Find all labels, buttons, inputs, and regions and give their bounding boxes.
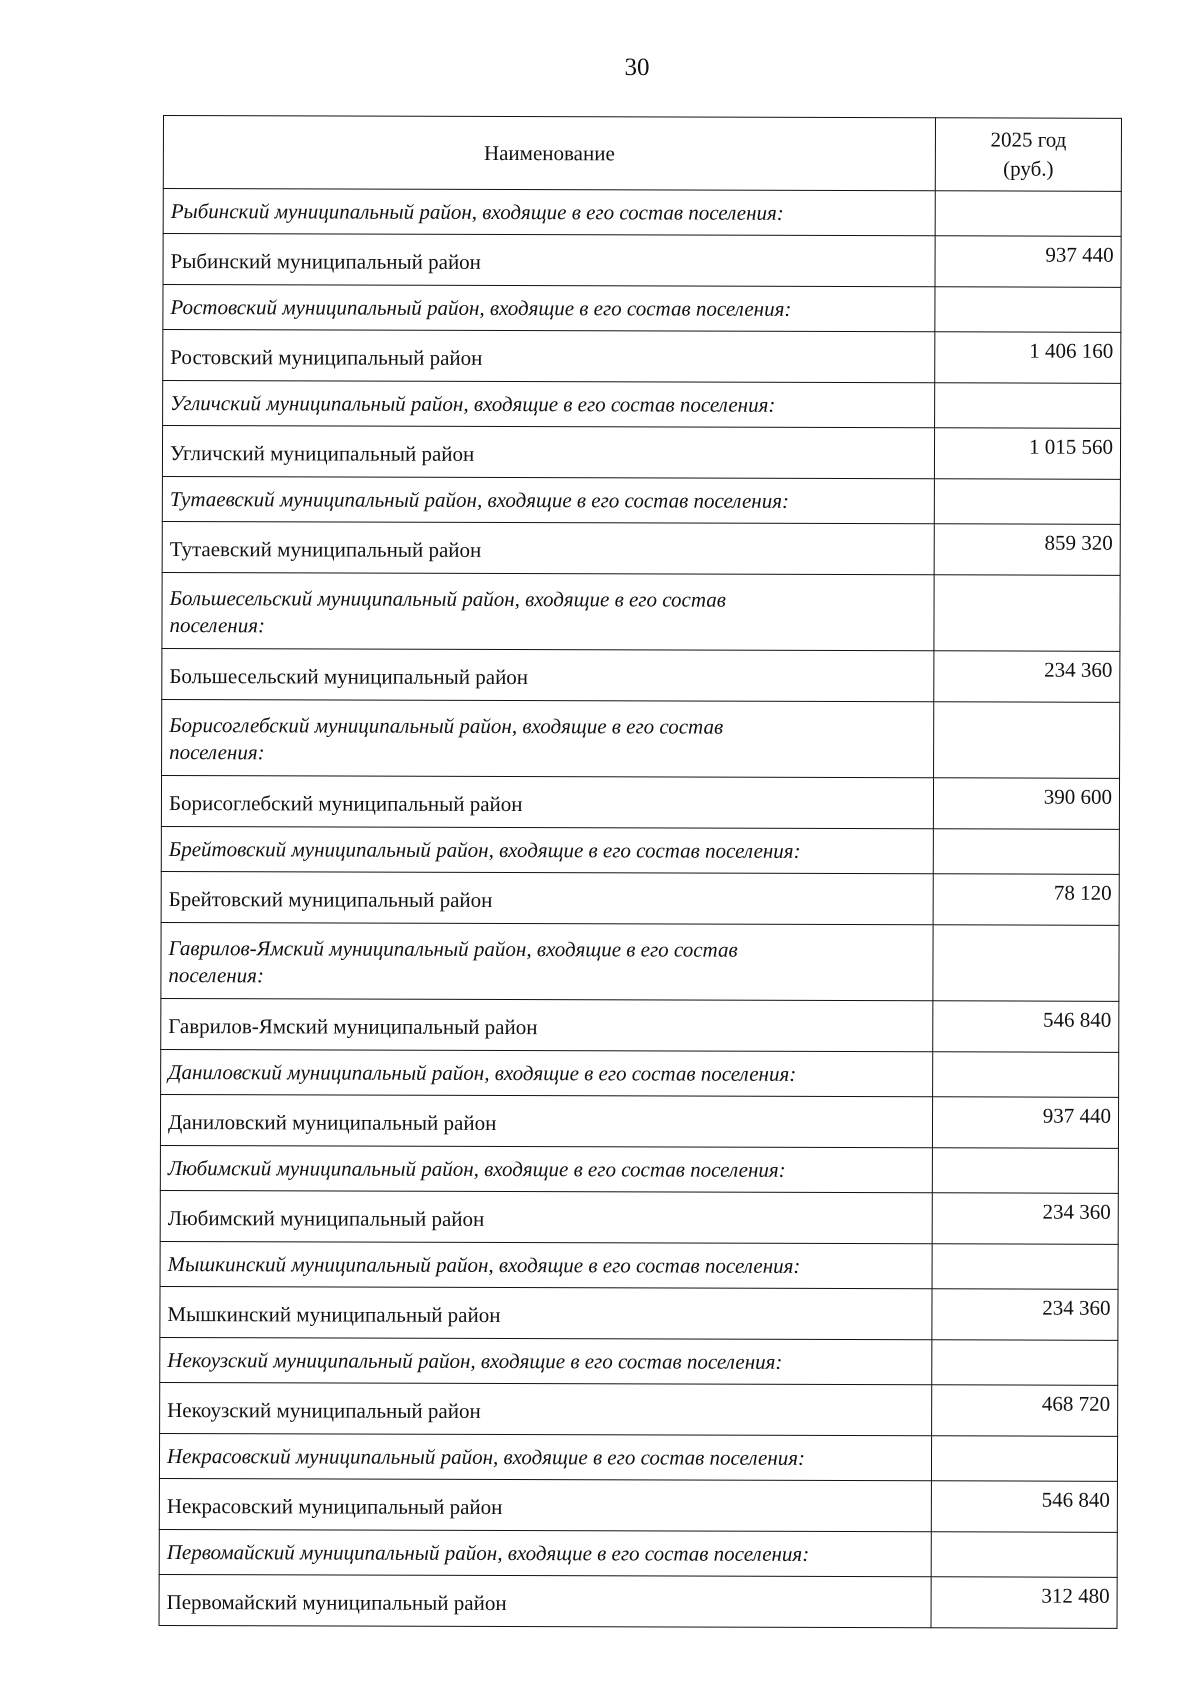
group-label-text: Даниловский муниципальный район, входящие в его состав поселения: [168, 1060, 797, 1086]
group-row [163, 285, 1121, 333]
unit-label: (руб.) [1003, 156, 1054, 181]
group-value-empty [932, 1340, 1118, 1386]
group-label-text-cont: поселения: [169, 612, 266, 637]
group-label [163, 189, 935, 236]
group-label [162, 476, 934, 523]
group-value-empty [935, 383, 1121, 429]
group-label [160, 1241, 932, 1288]
group-value-empty [935, 191, 1121, 237]
group-label-text: Угличский муниципальный район, входящие в его состав поселения: [170, 391, 776, 417]
district-amount: 546 840 [933, 1001, 1119, 1053]
table-row [161, 871, 1119, 925]
group-row [162, 572, 1120, 651]
table-header [163, 116, 1121, 192]
group-label-text: Любимский муниципальный район, входящие в его состав поселения: [167, 1156, 786, 1182]
district-name: Угличский муниципальный район [162, 426, 934, 479]
group-row [161, 826, 1119, 874]
district-name: Первомайский муниципальный район [159, 1574, 931, 1627]
district-name: Тутаевский муниципальный район [162, 521, 934, 574]
district-amount: 234 360 [932, 1193, 1118, 1245]
group-row [159, 1433, 1117, 1481]
district-amount: 546 840 [931, 1481, 1117, 1533]
group-row [163, 381, 1121, 429]
group-label-text: Тутаевский муниципальный район, входящие в его состав поселения: [169, 487, 790, 513]
group-label-text: Первомайский муниципальный район, входящие в его состав поселения: [166, 1540, 810, 1566]
group-value-empty [933, 925, 1119, 1002]
group-label [161, 922, 933, 1000]
table-row [159, 1478, 1117, 1532]
group-row [160, 1337, 1118, 1385]
district-amount: 312 480 [931, 1577, 1117, 1629]
district-name: Ростовский муниципальный район [163, 330, 935, 383]
group-label [160, 1145, 932, 1192]
group-row [162, 476, 1120, 524]
district-amount: 234 360 [932, 1289, 1118, 1341]
district-name: Даниловский муниципальный район [160, 1094, 932, 1147]
year-column-header [935, 118, 1121, 192]
district-amount: 234 360 [934, 651, 1120, 703]
group-value-empty [933, 829, 1119, 875]
table-row [163, 234, 1121, 288]
district-name: Брейтовский муниципальный район [161, 871, 933, 924]
group-label [159, 1433, 931, 1480]
table-row [161, 775, 1119, 829]
district-amount: 1 015 560 [934, 428, 1120, 480]
table-row [162, 648, 1120, 702]
table-body [159, 189, 1121, 1629]
district-amount: 390 600 [933, 778, 1119, 830]
budget-table [159, 115, 1122, 1629]
group-label [160, 1337, 932, 1384]
district-amount: 937 440 [932, 1097, 1118, 1149]
group-label [162, 699, 934, 777]
group-value-empty [934, 575, 1120, 652]
district-name: Некрасовский муниципальный район [159, 1478, 931, 1531]
group-row [161, 922, 1119, 1001]
group-value-empty [935, 287, 1121, 333]
group-value-empty [933, 1052, 1119, 1098]
page-number: 30 [624, 54, 650, 81]
table-row [162, 426, 1120, 480]
group-value-empty [934, 479, 1120, 525]
district-name: Борисоглебский муниципальный район [161, 775, 933, 828]
year-label: 2025 год [990, 127, 1067, 152]
district-name: Любимский муниципальный район [160, 1190, 932, 1243]
name-column-header: Наименование [163, 116, 935, 191]
group-label-text: Мышкинский муниципальный район, входящие в его состав поселения: [167, 1252, 801, 1278]
district-name: Рыбинский муниципальный район [163, 234, 935, 287]
group-value-empty [931, 1436, 1117, 1482]
group-label [163, 381, 935, 428]
group-value-empty [932, 1148, 1118, 1194]
group-label [161, 826, 933, 873]
table-row [162, 521, 1120, 575]
group-label [161, 1049, 933, 1096]
group-label-text-cont: поселения: [169, 739, 265, 764]
district-amount: 859 320 [934, 524, 1120, 576]
district-name: Некоузский муниципальный район [160, 1382, 932, 1435]
group-row [159, 1529, 1117, 1577]
district-amount: 468 720 [932, 1385, 1118, 1437]
group-label-text: Некрасовский муниципальный район, входящие в его состав поселения: [166, 1444, 806, 1470]
group-row [161, 1049, 1119, 1097]
table-row [160, 1286, 1118, 1340]
group-row [160, 1145, 1118, 1193]
table-row [160, 1382, 1118, 1436]
header-row [163, 116, 1121, 192]
table-row [159, 1574, 1117, 1628]
group-label-text: Большесельский муниципальный район, входящие в его состав [169, 585, 726, 612]
group-label [162, 572, 934, 650]
group-value-empty [934, 702, 1120, 779]
district-name: Мышкинский муниципальный район [160, 1286, 932, 1339]
table-row [161, 998, 1119, 1052]
district-name: Большесельский муниципальный район [162, 648, 934, 701]
table-row [160, 1190, 1118, 1244]
group-label-text: Ростовский муниципальный район, входящие в его состав поселения: [170, 295, 792, 321]
group-row [163, 189, 1121, 237]
group-label-text: Борисоглебский муниципальный район, входящие в его состав [169, 712, 724, 739]
group-label [163, 285, 935, 332]
group-value-empty [931, 1532, 1117, 1578]
group-value-empty [932, 1244, 1118, 1290]
group-label-text-cont: поселения: [168, 962, 265, 987]
group-label-text: Брейтовский муниципальный район, входящие в его состав поселения: [168, 837, 801, 863]
group-label-text: Гаврилов-Ямский муниципальный район, входящие в его состав [168, 935, 738, 962]
group-label-text: Некоузский муниципальный район, входящие в его состав поселения: [167, 1348, 783, 1374]
district-amount: 1 406 160 [935, 332, 1121, 384]
group-label [159, 1529, 931, 1576]
district-amount: 937 440 [935, 236, 1121, 288]
group-label-text: Рыбинский муниципальный район, входящие в его состав поселения: [170, 199, 784, 225]
table-row [160, 1094, 1118, 1148]
group-row [160, 1241, 1118, 1289]
table-row [163, 330, 1121, 384]
district-amount: 78 120 [933, 874, 1119, 926]
group-row [162, 699, 1120, 778]
district-name: Гаврилов-Ямский муниципальный район [161, 998, 933, 1051]
